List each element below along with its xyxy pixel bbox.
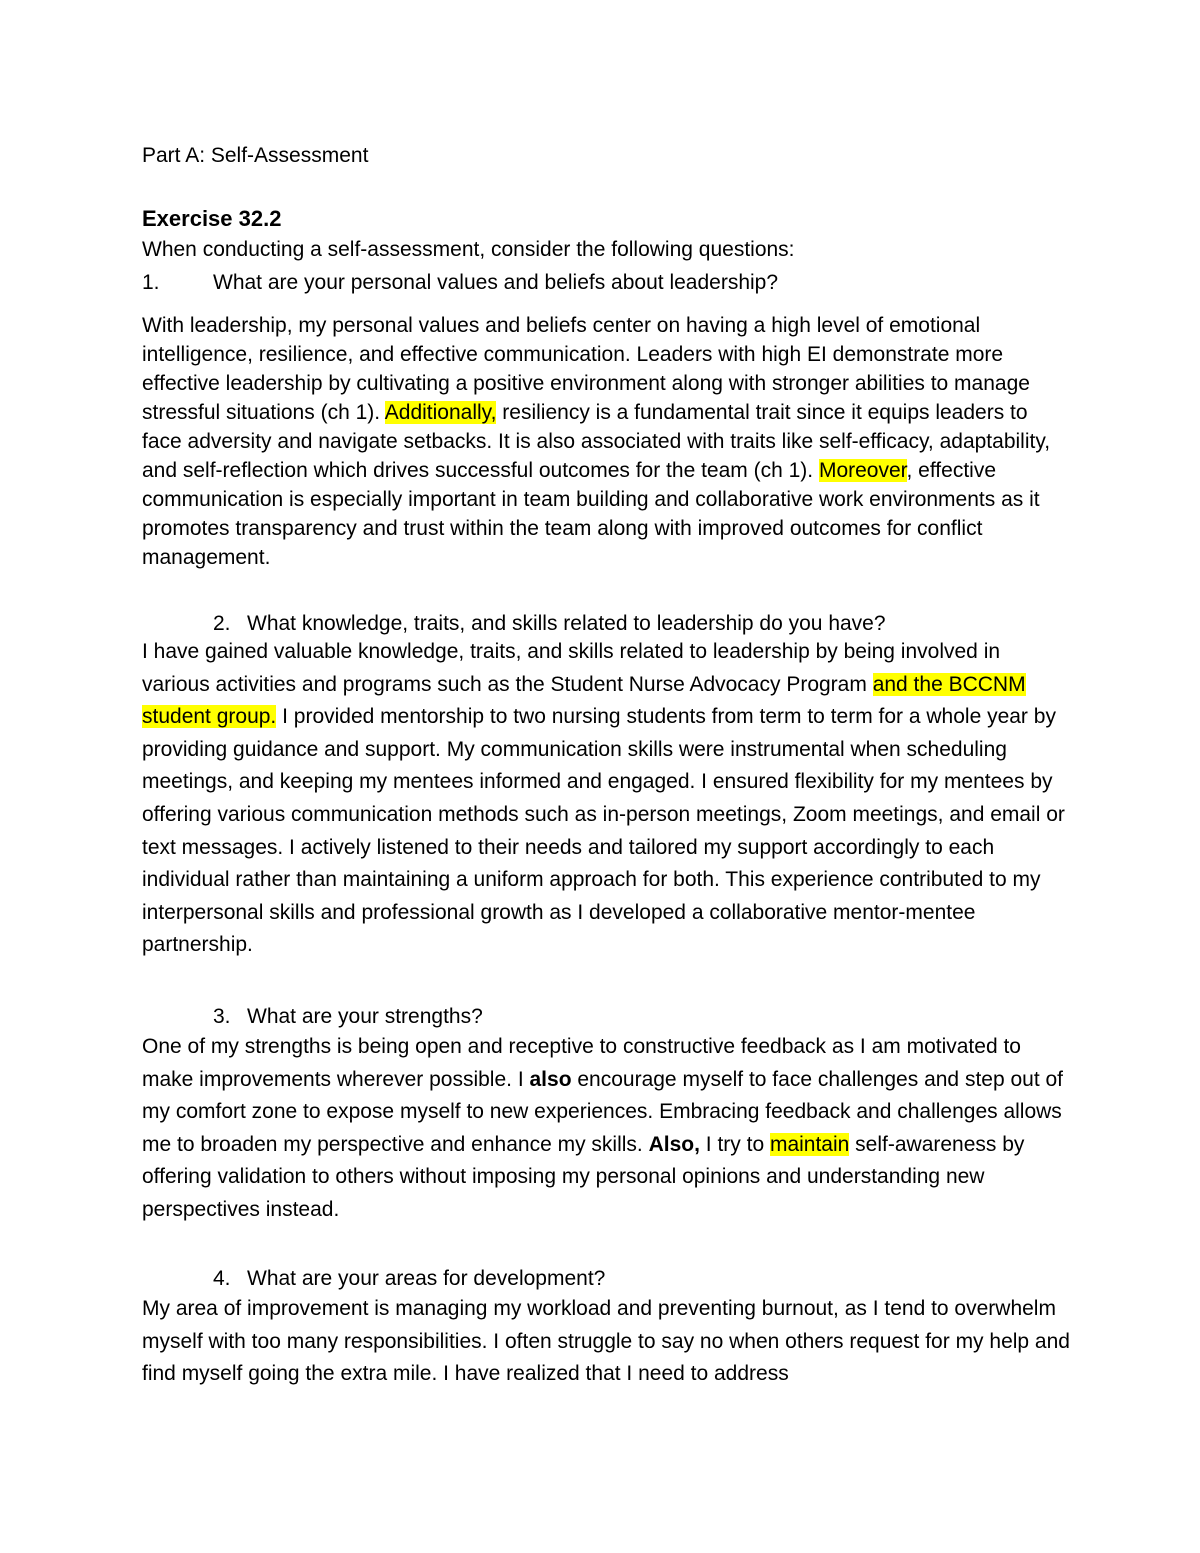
answer-3-text: One of my strengths is being open and receptive to constructive feedback as I am motivated to make improvements wherever possible. I [142, 1035, 1021, 1091]
highlight-moreover: Moreover [818, 459, 907, 482]
answer-3-text: self-awareness by offering validation to others without imposing my personal opinions and understanding new perspectives instead. [142, 1132, 1025, 1221]
question-2-text: What knowledge, traits, and skills related to leadership do you have? [247, 612, 886, 635]
question-4 [213, 1264, 605, 1294]
highlight-bccnm-student-group: and the BCCNM student group. [142, 672, 1026, 729]
question-3-number: 3. [213, 1005, 231, 1028]
bold-also-comma: Also, [648, 1132, 700, 1156]
answer-1-text: resiliency is a fundamental trait since it equips leaders to face adversity and navigate setbacks. It is also associated with traits like self-efficacy, adaptability, and self-reflection which drives successful outcomes for the team (ch 1). [142, 401, 1051, 482]
answer-3-text: I try to [699, 1132, 770, 1156]
highlight-additionally: Additionally, [384, 401, 497, 424]
question-1-text: What are your personal values and beliefs about leadership? [213, 271, 779, 294]
question-4-text: What are your areas for development? [247, 1267, 606, 1290]
answer-3 [142, 1031, 1072, 1227]
bold-also: also [529, 1067, 572, 1091]
question-3-text: What are your strengths? [247, 1005, 483, 1028]
question-2 [213, 609, 886, 639]
question-2-number: 2. [213, 612, 231, 635]
answer-3-text: encourage myself to face challenges and step out of my comfort zone to expose myself to new experiences. Embracing feedback and challenges allows me to broaden my perspective and enhance my skills. [142, 1067, 1064, 1156]
question-1 [142, 268, 778, 298]
answer-2-text: I have gained valuable knowledge, traits, and skills related to leadership by being involved in various activities and programs such as the Student Nurse Advocacy Program [142, 640, 1001, 696]
intro-text: When conducting a self-assessment, consider the following questions: [142, 238, 795, 261]
answer-1 [142, 311, 1072, 572]
answer-4-text: My area of improvement is managing my workload and preventing burnout, as I tend to overwhelm myself with too many responsibilities. I often struggle to say no when others request for my help and find myself going the extra mile. I have realized that I need to address [142, 1297, 1070, 1386]
answer-1-text: , effective communication is especially important in team building and collaborative work environments as it promotes transparency and trust within the team along with improved outcomes for conflict management. [142, 459, 1040, 569]
exercise-title: Exercise 32.2 [142, 206, 282, 231]
part-title: Part A: Self-Assessment [142, 144, 369, 167]
question-1-number: 1. [142, 271, 160, 294]
answer-2 [142, 636, 1072, 962]
highlight-maintain: maintain [769, 1132, 850, 1156]
answer-4 [142, 1293, 1072, 1391]
answer-2-text: I provided mentorship to two nursing students from term to term for a whole year by providing guidance and support. My communication skills were instrumental when scheduling meetings, and keeping my mentees informed and engaged. I ensured flexibility for my mentees by offering various communication methods such as in-person meetings, Zoom meetings, and email or text messages. I actively listened to their needs and tailored my support accordingly to each individual rather than maintaining a uniform approach for both. This experience contributed to my interpersonal skills and professional growth as I developed a collaborative mentor-mentee partnership. [142, 705, 1065, 957]
answer-1-text: With leadership, my personal values and beliefs center on having a high level of emotional intelligence, resilience, and effective communication. Leaders with high EI demonstrate more effective leadership by cultivating a positive environment along with stronger abilities to manage stressful situations (ch 1). [142, 314, 1030, 424]
question-3 [213, 1002, 483, 1032]
question-4-number: 4. [213, 1267, 231, 1290]
